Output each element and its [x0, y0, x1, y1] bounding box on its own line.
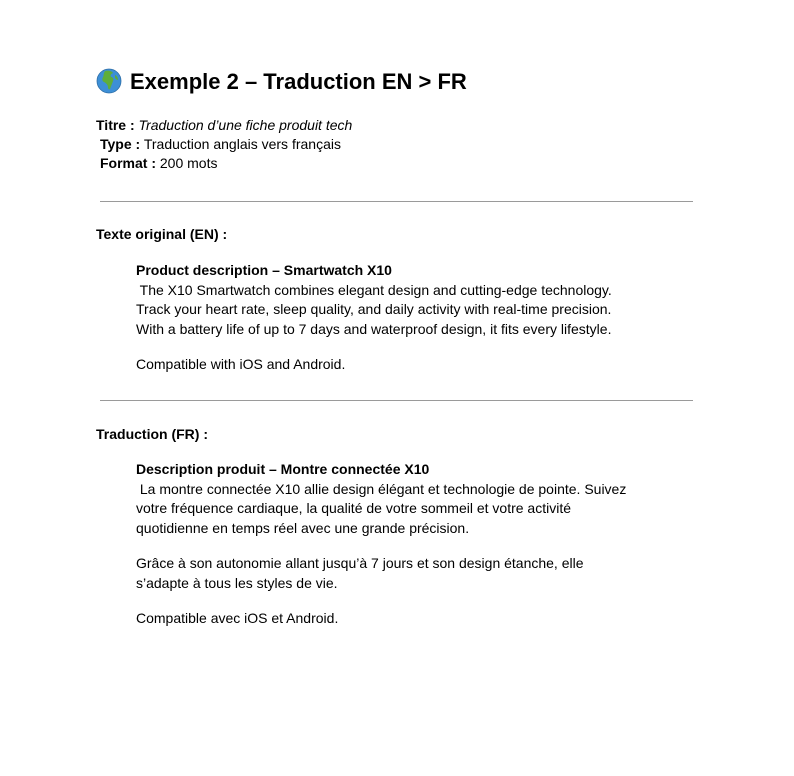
translation-line: votre fréquence cardiaque, la qualité de votre sommeil et votre activité: [136, 500, 572, 516]
original-text-block: [136, 261, 676, 375]
original-product-title: Product description – Smartwatch X10: [136, 262, 392, 278]
translation-product-title: Description produit – Montre connectée X10: [136, 461, 430, 477]
meta-title-label: Titre :: [96, 117, 135, 133]
translation-line: La montre connectée X10 allie design élégant et technologie de pointe. Suivez: [136, 480, 627, 497]
translation-section-heading: Traduction (FR) :: [96, 426, 208, 442]
translation-paragraph-2: [136, 554, 676, 593]
meta-format-value: 200 mots: [159, 155, 218, 171]
meta-type-value: Traduction anglais vers français: [143, 136, 341, 152]
meta-format-label: Format :: [100, 155, 156, 171]
translation-compatibility: Compatible avec iOS et Android.: [136, 610, 339, 626]
document-title-text: Exemple 2 – Traduction EN > FR: [130, 69, 467, 94]
original-line: Track your heart rate, sleep quality, and daily activity with real-time precision.: [136, 301, 612, 317]
meta-title-value: Traduction d’une fiche produit tech: [138, 117, 353, 133]
translation-text-block: [136, 460, 676, 629]
translation-paragraph-3: [136, 609, 676, 629]
translation-paragraph-1: [136, 460, 676, 538]
original-section-heading: Texte original (EN) :: [96, 226, 228, 242]
translation-line: quotidienne en temps réel avec une grande précision.: [136, 519, 470, 536]
meta-type-label: Type :: [100, 136, 141, 152]
original-paragraph-2: [136, 355, 676, 375]
globe-europe-africa-icon: [96, 68, 122, 94]
document-meta: [96, 116, 352, 173]
meta-title-line: [96, 116, 352, 135]
meta-format-line: [96, 154, 352, 173]
translation-line: Grâce à son autonomie allant jusqu’à 7 jours et son design étanche, elle: [136, 555, 584, 571]
original-line: With a battery life of up to 7 days and waterproof design, it fits every lifestyle.: [136, 320, 612, 337]
original-line: The X10 Smartwatch combines elegant design and cutting-edge technology.: [136, 281, 612, 298]
original-paragraph-1: [136, 261, 676, 339]
horizontal-divider: [100, 400, 693, 401]
horizontal-divider: [100, 201, 693, 202]
original-compatibility: Compatible with iOS and Android.: [136, 356, 346, 372]
meta-type-line: [96, 135, 352, 154]
translation-line: s’adapte à tous les styles de vie.: [136, 574, 338, 591]
document-title: [96, 66, 467, 98]
